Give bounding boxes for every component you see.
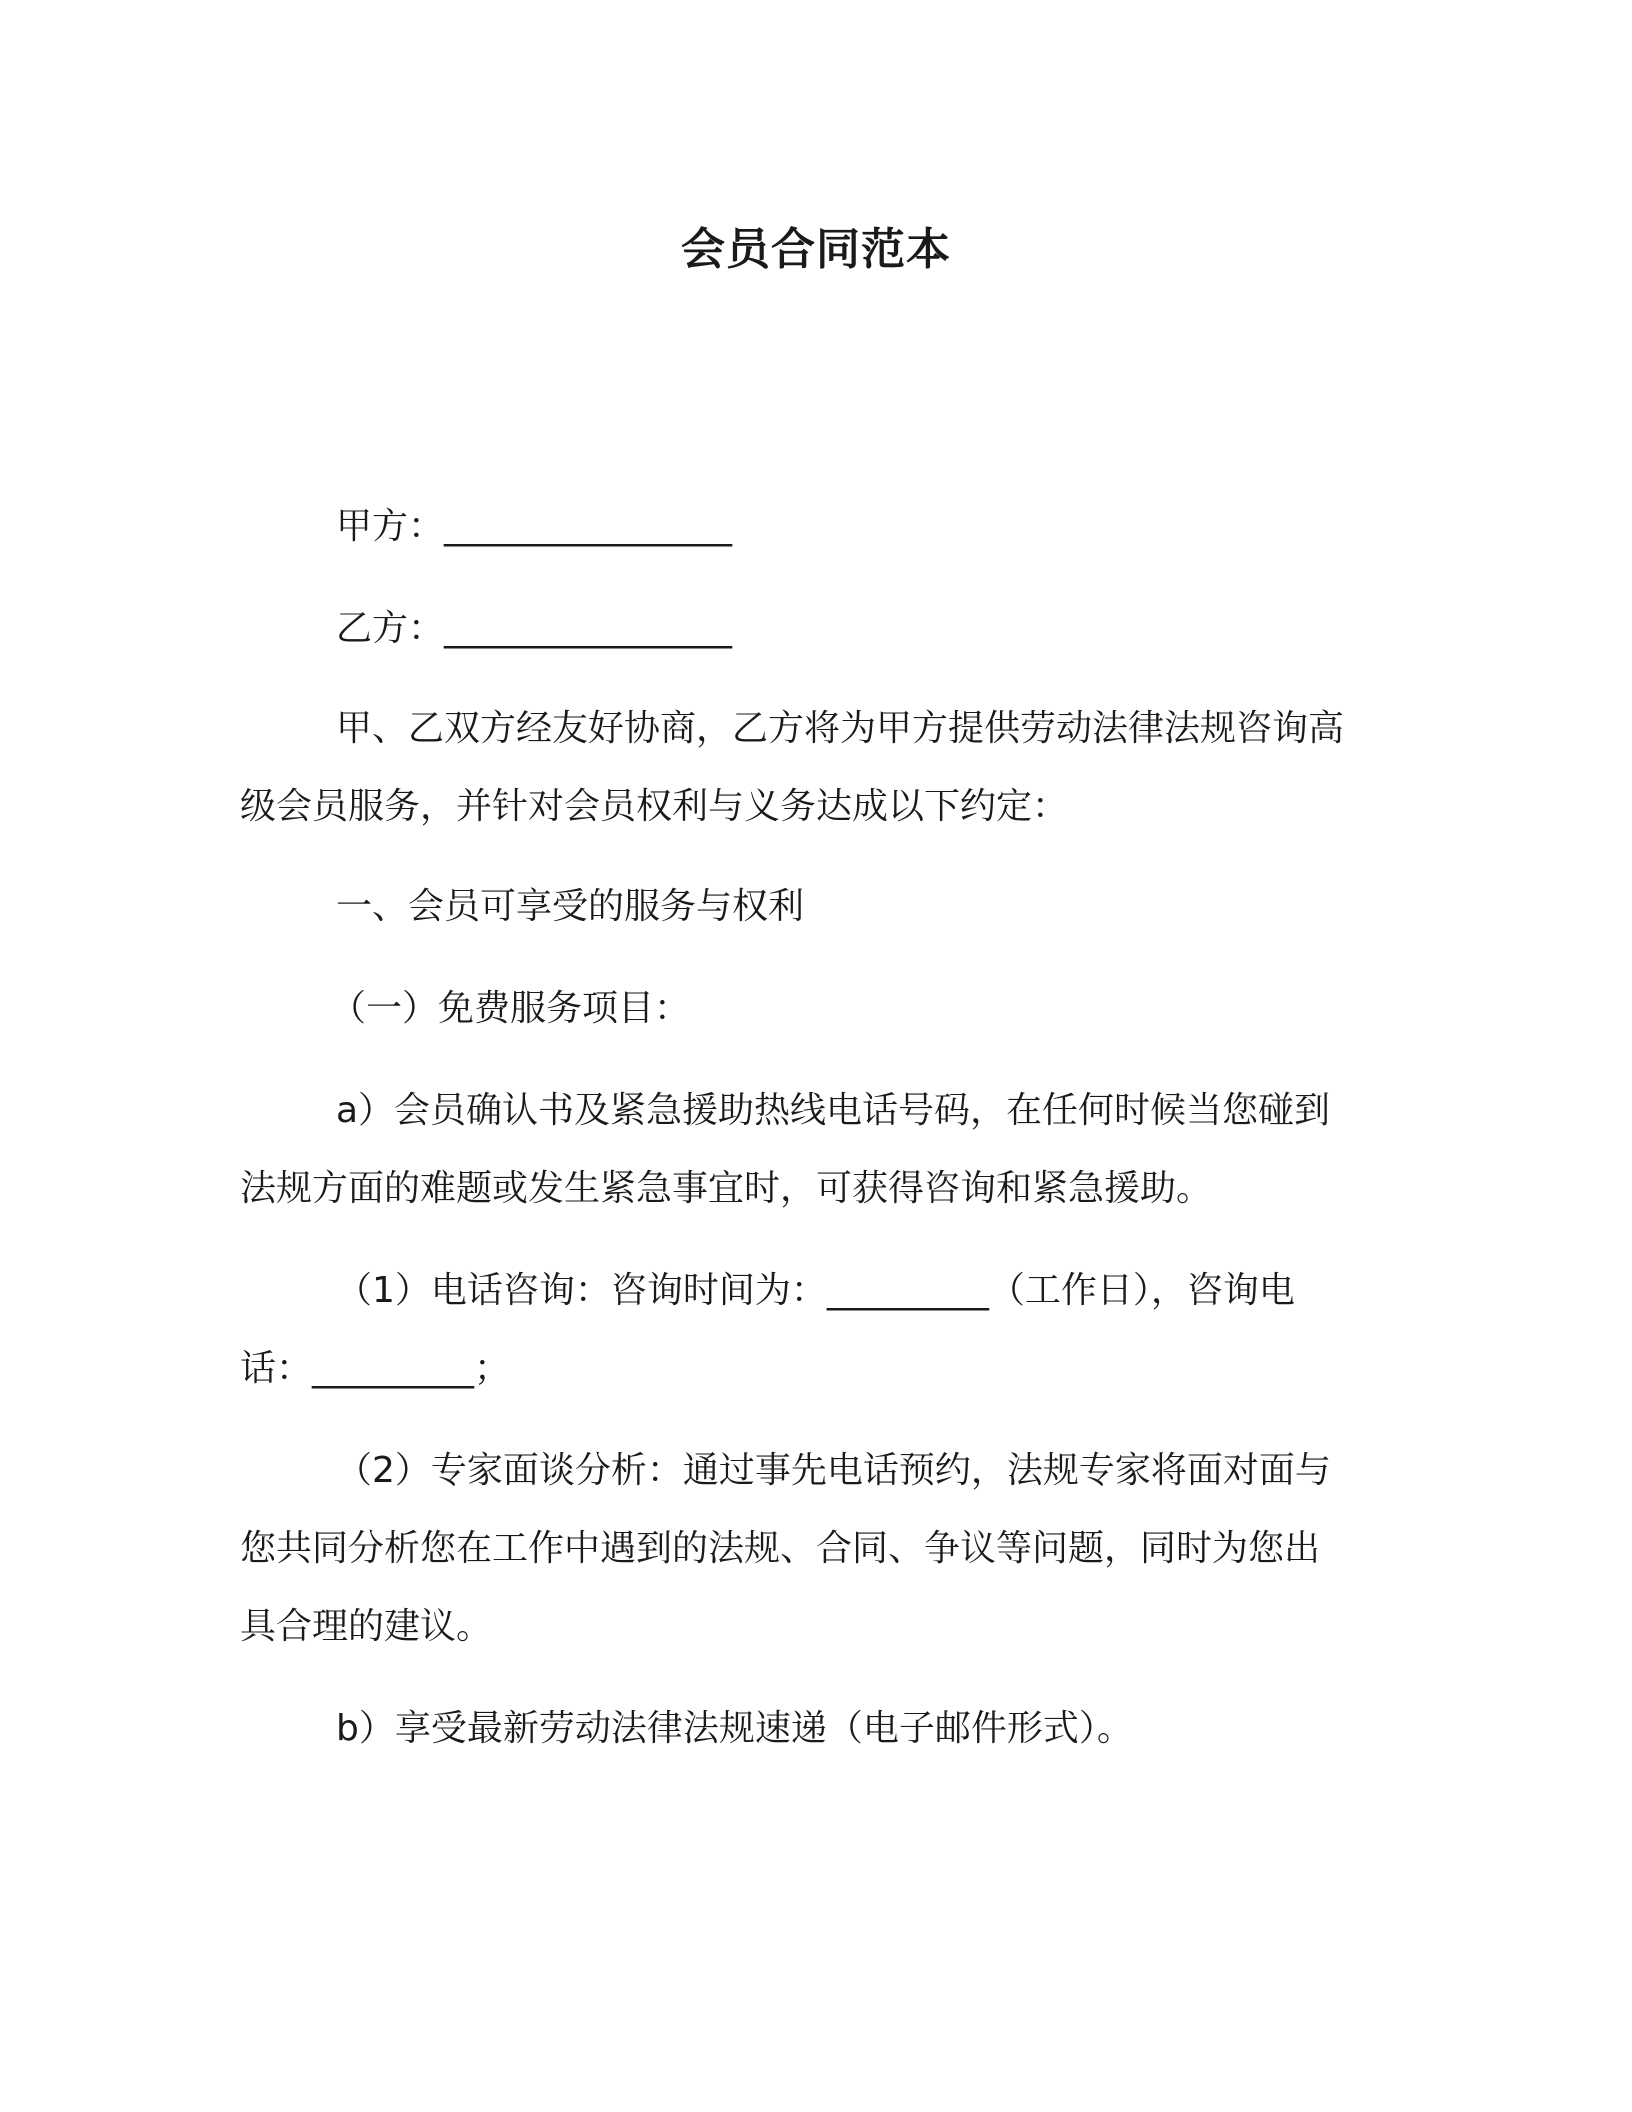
item-a-paragraph xyxy=(240,1072,1380,1228)
section-1-heading: 一、会员可享受的服务与权利 xyxy=(336,886,805,927)
intro-line-1: 甲、乙双方经友好协商，乙方将为甲方提供劳动法律法规咨询高 xyxy=(336,708,1345,749)
item-a-line-2: 法规方面的难题或发生紧急事宜时，可获得咨询和紧急援助。 xyxy=(240,1168,1213,1209)
party-b-line: 乙方：________________ xyxy=(336,608,733,649)
intro-line-2: 级会员服务，并针对会员权利与义务达成以下约定： xyxy=(240,786,1069,827)
item-a-line-1: a）会员确认书及紧急援助热线电话号码，在任何时候当您碰到 xyxy=(336,1090,1331,1131)
document-title: 会员合同范本 xyxy=(681,224,951,275)
item-2-line-1: （2）专家面谈分析：通过事先电话预约，法规专家将面对面与 xyxy=(336,1450,1331,1491)
item-1-line-2: 话：_________； xyxy=(240,1348,511,1389)
item-2-line-3: 具合理的建议。 xyxy=(240,1606,493,1647)
item-2-paragraph xyxy=(240,1432,1380,1666)
item-2-line-2: 您共同分析您在工作中遇到的法规、合同、争议等问题，同时为您出 xyxy=(240,1528,1321,1569)
item-1-line-1: （1）电话咨询：咨询时间为：_________（工作日），咨询电 xyxy=(336,1270,1295,1311)
intro-paragraph xyxy=(240,690,1380,846)
item-b-line: b）享受最新劳动法律法规速递（电子邮件形式）。 xyxy=(336,1708,1133,1749)
party-a-line: 甲方：________________ xyxy=(336,506,733,547)
subsection-1-heading: （一）免费服务项目： xyxy=(330,988,691,1029)
item-1-paragraph xyxy=(240,1252,1380,1408)
